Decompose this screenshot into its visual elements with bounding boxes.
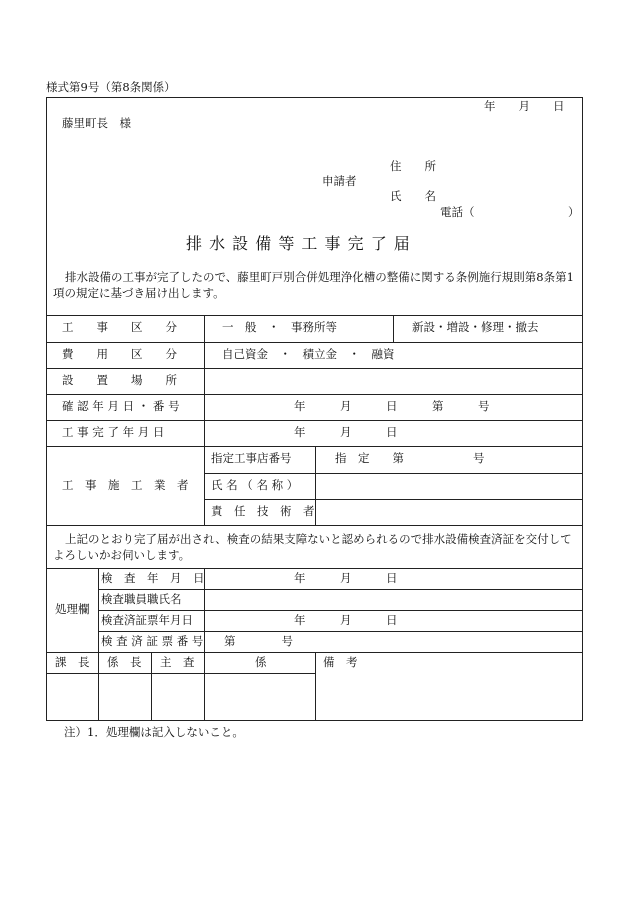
phone-close: ） — [568, 205, 580, 219]
address-label: 住 所 — [390, 159, 436, 173]
complete-date-value: 年 月 日 — [294, 425, 398, 439]
rule — [204, 473, 583, 474]
rule — [46, 420, 583, 421]
form-id: 様式第9号（第8条関係） — [46, 80, 176, 94]
supervisor-label: 主 査 — [160, 655, 195, 669]
rule — [46, 394, 583, 395]
rule — [204, 499, 583, 500]
rule — [98, 610, 583, 611]
form-title: 排 水 設 備 等 工 事 完 了 届 — [186, 234, 411, 253]
chief-label: 課 長 — [55, 655, 90, 669]
work-type-value2: 新設・増設・修理・撤去 — [412, 320, 539, 334]
confirm-date-value: 年 月 日 第 号 — [294, 399, 490, 413]
contractor-label: 工 事 施 工 業 者 — [62, 478, 189, 492]
rule — [98, 589, 583, 590]
footer-note: 注）1．処理欄は記入しないこと。 — [64, 725, 244, 739]
rule — [46, 568, 583, 569]
rule — [393, 315, 394, 342]
rule — [98, 568, 99, 721]
chief-engineer-label: 責 任 技 術 者 — [211, 504, 315, 518]
rule — [98, 631, 583, 632]
inspector-label: 検査職員職氏名 — [101, 592, 182, 606]
intro-text: 排水設備の工事が完了したので、藤里町戸別合併処理浄化槽の整備に関する条例施行規則第8条第1項の規定に基づき届け出します。 — [53, 270, 574, 300]
rule — [46, 368, 583, 369]
contractor-number-value: 指 定 第 号 — [335, 451, 485, 465]
contractor-number-label: 指定工事店番号 — [211, 451, 292, 465]
rule — [46, 525, 583, 526]
rule — [204, 673, 205, 721]
work-type-label: 工 事 区 分 — [62, 320, 177, 334]
rule — [315, 446, 316, 525]
applicant-label: 申請者 — [322, 174, 357, 188]
certificate-date-value: 年 月 日 — [294, 613, 398, 627]
rule — [204, 315, 205, 525]
rule — [46, 673, 315, 674]
complete-date-label: 工 事 完 了 年 月 日 — [62, 425, 165, 439]
processing-label: 処理欄 — [55, 602, 90, 616]
certificate-date-label: 検査済証票年月日 — [101, 613, 193, 627]
rule — [315, 652, 316, 721]
section-chief-label: 係 長 — [107, 655, 142, 669]
confirm-date-label: 確 認 年 月 日 ・ 番 号 — [62, 399, 180, 413]
name-label: 氏 名 — [390, 189, 436, 203]
staff-label: 係 — [255, 655, 267, 669]
request-text: 上記のとおり完了届が出され、検査の結果支障ないと認められるので排水設備検査済証を交付してよろしいかお伺いします。 — [53, 532, 572, 562]
inspection-date-value: 年 月 日 — [294, 571, 398, 585]
certificate-number-label: 検 査 済 証 票 番 号 — [101, 634, 204, 648]
phone-label: 電話（ — [440, 205, 475, 219]
remarks-label: 備 考 — [323, 655, 358, 669]
addressee: 藤里町長 様 — [62, 116, 131, 130]
location-label: 設 置 場 所 — [62, 373, 177, 387]
rule — [46, 315, 583, 316]
rule — [151, 652, 152, 721]
date-line: 年 月 日 — [484, 99, 565, 113]
cost-type-label: 費 用 区 分 — [62, 347, 177, 361]
contractor-name-label: 氏 名 （ 名 称 ） — [211, 478, 299, 492]
cost-type-value: 自己資金 ・ 積立金 ・ 融資 — [222, 347, 395, 361]
work-type-value: 一 般 ・ 事務所等 — [222, 320, 337, 334]
certificate-number-value: 第 号 — [224, 634, 293, 648]
inspection-date-label: 検 査 年 月 日 — [101, 571, 205, 585]
rule — [46, 342, 583, 343]
